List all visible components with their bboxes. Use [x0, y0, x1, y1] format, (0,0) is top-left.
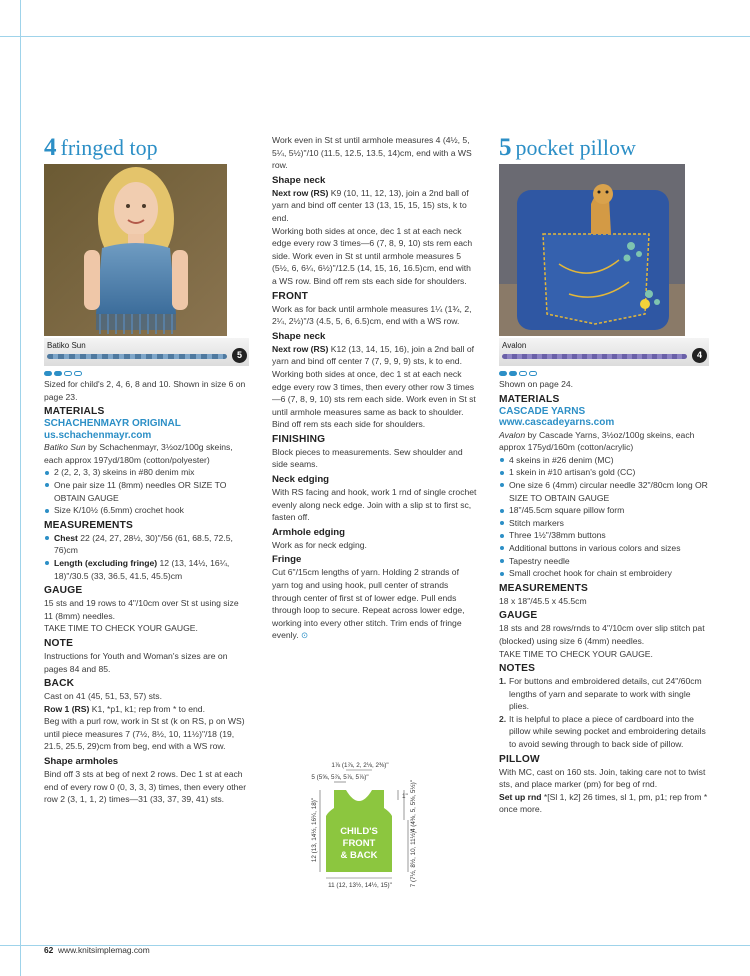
project-title: 4 fringed top [44, 134, 158, 161]
measurements-heading: MEASUREMENTS [44, 519, 133, 531]
yarn-swatch-bar [44, 338, 249, 366]
armhole-edging-text: Work as for neck edging. [272, 539, 367, 550]
list-item: Three 1½"/38mm buttons [499, 529, 709, 542]
schematic-label-3: & BACK [340, 850, 378, 861]
list-item: One pair size 11 (8mm) needles OR SIZE TO OBTAIN GAUGE [44, 479, 249, 504]
gauge-check-text: TAKE TIME TO CHECK YOUR GAUGE. [499, 648, 653, 659]
end-mark-icon: ⊙ [300, 630, 309, 641]
list-item: Additional buttons in various colors and sizes [499, 542, 709, 555]
shoulder-width-label: 5 (5⅝, 5⅞, 5⅞, 5⅞)" [311, 774, 369, 781]
back-neck-text: Working both sides at once, dec 1 st at each neck edge every row 3 times—6 (7, 8, 9, 10) sts rem each side. Work even in St st until armhole measures 5 (5½, 6, 6¼, 6½)"/12.5 (14, 15, 16, 16.5)cm, end with a WS row. Bind off rem sts each side for shoulders. [272, 225, 473, 286]
yarn-name-label: Batiko Sun [47, 341, 86, 350]
list-item: 18"/45.5cm square pillow form [499, 504, 709, 517]
girl-in-fringed-top-image [44, 164, 227, 336]
fringe-text: Cut 6"/15cm lengths of yarn. Holding 2 strands of yarn tog and using hook, pull center of strands through center of first st of lower edge. Pull ends through loop to secure. Repeat across lower edge, working into every other stitch. Trim ends of fringe evenly. ⊙ [272, 567, 465, 641]
note-heading: NOTE [44, 637, 74, 649]
pillow-photo [499, 164, 685, 336]
pillow-text: With MC, cast on 160 sts. Join, taking care not to twist sts, and place marker (pm) for beg of rnd. [499, 766, 706, 790]
gauge-text: 18 sts and 28 rows/rnds to 4"/10cm over slip stitch pat (blocked) using size 6 (4mm) needles. [499, 623, 705, 646]
materials-heading: MATERIALS [499, 393, 560, 405]
page-footer [44, 945, 150, 955]
materials-list [44, 466, 249, 516]
brand-name: CASCADE YARNS [499, 405, 586, 417]
setup-round: Set up rnd *[Sl 1, k2] 26 times, sl 1, pm, p1; rep from * once more. [499, 791, 708, 815]
column-fringed-top-continued [272, 134, 478, 642]
column-fringed-top [44, 134, 249, 806]
gauge-heading: GAUGE [44, 585, 83, 597]
armhole-continue-text: Work even in St st until armhole measures 4 (4½, 5, 5¼, 5½)"/10 (11.5, 12.5, 13.5, 14)cm, end with a WS row. [272, 135, 472, 171]
finishing-heading: FINISHING [272, 433, 326, 445]
front-text: Work as for back until armhole measures 1¼ (1¾, 2, 2¼, 2½)"/3 (4.5, 5, 6, 6.5)cm, end with a WS row. [272, 303, 472, 327]
schematic-label-1: CHILD'S [340, 826, 378, 837]
list-item: One size 6 (4mm) circular needle 32"/80cm long OR SIZE TO OBTAIN GAUGE [499, 479, 709, 504]
front-neck-row: Next row (RS) K12 (13, 14, 15, 16), join a 2nd ball of yarn and bind off center 7 (7, 9, 9, 9) sts, k to end. [272, 343, 475, 367]
list-item: Small crochet hook for chain st embroidery [499, 567, 709, 580]
pillow-heading: PILLOW [499, 753, 540, 765]
armhole-label: 4 (4⅜, 5, 5⅜, 5½)" [410, 780, 417, 832]
length-label: 12 (13, 14½, 16¼, 18)" [311, 797, 318, 863]
shape-armholes-text: Bind off 3 sts at beg of next 2 rows. Dec 1 st at each end of every row 0 (0, 3, 3, 3) times, then every other row 2 (3, 1, 1, 2) times—31 (33, 37, 39, 41) sts. [44, 769, 247, 805]
back-neck-row: Next row (RS) K9 (10, 11, 12, 13), join a 2nd ball of yarn and bind off center 13 (13, 15, 15, 15) sts, k to end. [272, 187, 469, 223]
schematic-label-2: FRONT [342, 838, 376, 849]
side-length-label: 7 (7½, 8½, 10, 11½)" [410, 828, 417, 888]
yarn-description: Batiko Sun by Schachenmayr, 3½oz/100g skeins, each approx 197yd/180m (cotton/polyester) [44, 442, 233, 465]
note-text: Instructions for Youth and Woman's sizes are on pages 84 and 85. [44, 650, 228, 674]
schematic-svg [300, 760, 470, 890]
yarn-description: Avalon by Cascade Yarns, 3½oz/100g skeins, each approx 175yd/160m (cotton/acrylic) [499, 429, 695, 453]
skill-level-icon [44, 371, 249, 378]
intro-text: Sized for child's 2, 4, 6, 8 and 10. Shown in size 6 on page 23. [44, 379, 246, 402]
page-guide-top [0, 36, 750, 37]
measurements-list [44, 532, 249, 582]
measurements-heading: MEASUREMENTS [499, 582, 588, 594]
intro-text: Shown on page 24. [499, 379, 574, 389]
yarn-swatch-bar [499, 338, 709, 366]
yarn-weight-icon: 4 [692, 348, 707, 363]
gauge-text: 15 sts and 19 rows to 4"/10cm over St st using size 11 (8mm) needles. [44, 598, 239, 621]
list-item: Tapestry needle [499, 555, 709, 568]
neck-width-label: 1⅞ (1⅞, 2, 2⅛, 2⅜)" [331, 762, 389, 769]
materials-list [499, 454, 709, 580]
list-item: Size K/10½ (6.5mm) crochet hook [44, 504, 249, 517]
schematic-diagram [300, 760, 470, 890]
neck-depth-label: 1" [402, 793, 408, 800]
footer-url-link[interactable]: www.knitsimplemag.com [57, 945, 150, 955]
measurements-text: 18 x 18"/45.5 x 45.5cm [499, 595, 587, 606]
yarn-strand [502, 354, 687, 359]
materials-heading: MATERIALS [44, 406, 105, 418]
finishing-text: Block pieces to measurements. Sew shoulder and side seams. [272, 446, 463, 470]
list-item: 1. For buttons and embroidered details, cut 24"/60cm lengths of yarn and separate to work with single plies. [499, 676, 702, 712]
page-number: 62 [44, 945, 54, 955]
notes-list [499, 675, 709, 751]
fringe-heading: Fringe [272, 554, 302, 566]
skill-level-icon [499, 371, 709, 378]
front-heading: FRONT [272, 290, 309, 302]
brand-name: SCHACHENMAYR ORIGINAL [44, 418, 181, 430]
list-item: 4 skeins in #26 denim (MC) [499, 454, 709, 467]
back-body-text: Beg with a purl row, work in St st (k on RS, p on WS) until piece measures 7 (7½, 8½, 10, 11½)"/18 (19, 21.5, 25.5, 29)cm from beg, end with a WS row. [44, 716, 245, 752]
shape-armholes-heading: Shape armholes [44, 756, 119, 768]
list-item: 1 skein in #10 artisan's gold (CC) [499, 466, 709, 479]
armhole-edging-heading: Armhole edging [272, 526, 346, 538]
yarn-weight-icon: 5 [232, 348, 247, 363]
list-item: 2. It is helpful to place a piece of cardboard into the pillow while sewing pocket and embroidering details to avoid sewing through to back side of pillow. [499, 713, 706, 750]
list-item: Chest 22 (24, 27, 28½, 30)"/56 (61, 68.5, 72.5, 76)cm [44, 532, 249, 557]
page-guide-vertical [20, 0, 21, 976]
back-cast-on: Cast on 41 (45, 51, 53, 57) sts. [44, 691, 162, 702]
girl-photo [44, 164, 227, 336]
list-item: Length (excluding fringe) 12 (13, 14½, 16¼, 18)"/30.5 (33, 36.5, 41.5, 45.5)cm [44, 557, 249, 582]
gauge-check-text: TAKE TIME TO CHECK YOUR GAUGE. [44, 623, 198, 634]
front-shape-neck-heading: Shape neck [272, 330, 326, 342]
project-title: 5 pocket pillow [499, 134, 636, 161]
notes-heading: NOTES [499, 663, 536, 675]
column-pocket-pillow [499, 134, 709, 816]
brand-url-link[interactable]: www.cascadeyarns.com [499, 417, 615, 429]
back-shape-neck-heading: Shape neck [272, 174, 326, 186]
width-label: 11 (12, 13½, 14½, 15)" [328, 882, 392, 889]
yarn-name-label: Avalon [502, 341, 527, 350]
row1-instruction: Row 1 (RS) K1, *p1, k1; rep from * to end. [44, 703, 205, 714]
list-item: Stitch markers [499, 517, 709, 530]
neck-edging-text: With RS facing and hook, work 1 rnd of single crochet evenly along neck edge. Join with a slip st to first sc, fasten off. [272, 487, 477, 523]
front-neck-text: Working both sides at once, dec 1 st at each neck edge every row 3 times, then every other row 3 times—6 (7, 8, 9, 10) sts rem each side. Work even in St st until armhole measures same as back to shoulder. Bind off rem sts each side for shoulders. [272, 368, 476, 430]
yarn-strand [47, 354, 227, 359]
pocket-pillow-image [499, 164, 685, 336]
gauge-heading: GAUGE [499, 610, 538, 622]
back-heading: BACK [44, 678, 75, 690]
neck-edging-heading: Neck edging [272, 474, 330, 486]
list-item: 2 (2, 2, 3, 3) skeins in #80 denim mix [44, 466, 249, 479]
brand-url-link[interactable]: us.schachenmayr.com [44, 429, 152, 441]
